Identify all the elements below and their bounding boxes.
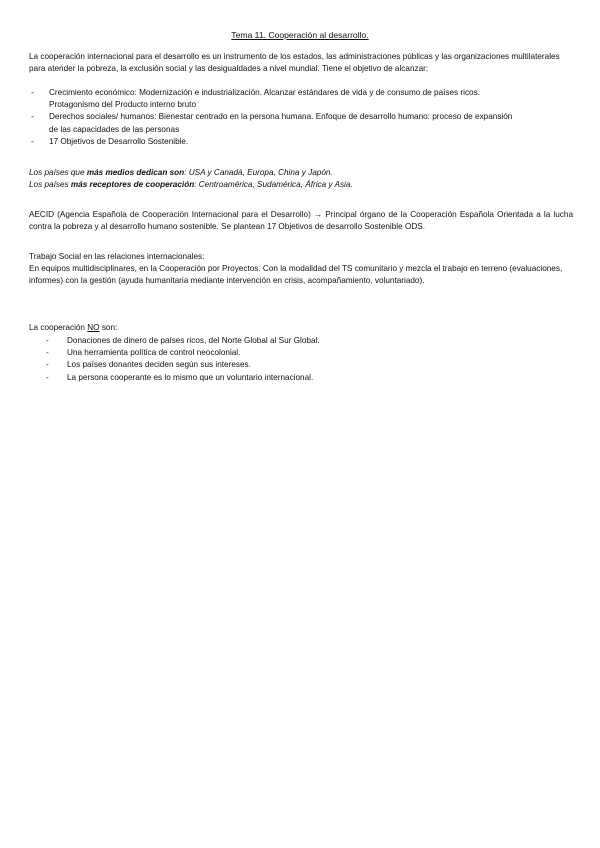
dash-bullet: - (46, 360, 49, 370)
dash-bullet: - (31, 88, 34, 97)
social-work-section (29, 251, 573, 288)
not-cooperation-suffix: son: (99, 323, 118, 332)
aecid-paragraph: AECID (Agencia Española de Cooperación Internacional para el Desarrollo) → Principal órgano de la Cooperación Española Orientada a la lucha contra la pobreza y al desarrollo humano sostenible. Se plantean 17 Objetivos de desarrollo Sostenible ODS. (29, 210, 573, 232)
list-item (29, 136, 573, 148)
not-cooperation-item: Una herramienta política de control neocolonial. (67, 348, 241, 358)
objective-line-1: Crecimiento económico: Modernización e industrialización. Alcanzar estándares de vida y de consumo de países ricos. (49, 88, 480, 97)
countries-line2-suffix: : Centroamérica, Sudamérica, África y Asia. (194, 180, 353, 190)
countries-line1-suffix: : USA y Canadá, Europa, China y Japón. (184, 168, 333, 177)
objectives-list (29, 87, 573, 148)
objective-line-1: 17 Objetivos de Desarrollo Sostenible. (49, 136, 189, 146)
list-item (29, 87, 573, 111)
objective-line-2: Protagonismo del Producto interno bruto (49, 100, 197, 110)
countries-paragraph (29, 167, 573, 191)
intro-paragraph: La cooperación internacional para el desarrollo es un instrumento de los estados, las administraciones públicas y las organizaciones multilaterales para atender la pobreza, la exclusión social y las desigualdades a nivel mundial. Tiene el objetivo de alcanzar: (29, 52, 560, 74)
social-work-text: En equipos multidisciplinares, en la Cooperación por Proyectos. Con la modalidad del TS comunitario y mezcla el trabajo en terreno (evaluaciones, informes) con la gestión (ayuda humanitaria mediante intervención en crisis, acompañamiento, voluntariado). (29, 264, 563, 286)
list-item (29, 335, 573, 347)
not-cooperation-item: Donaciones de dinero de países ricos, del Norte Global al Sur Global. (67, 336, 320, 345)
objective-line-1: Derechos sociales/ humanos: Bienestar centrado en la persona humana. Enfoque de desarrollo humano: proceso de expansión (49, 112, 513, 122)
social-work-heading: Trabajo Social en las relaciones internacionales: (29, 252, 205, 261)
objective-line-2: de las capacidades de las personas (49, 124, 180, 134)
not-cooperation-item: Los países donantes deciden según sus intereses. (67, 360, 251, 370)
not-cooperation-heading (29, 322, 573, 334)
countries-line2-bold: más receptores de cooperación (70, 180, 195, 190)
not-cooperation-prefix: La cooperación (29, 323, 88, 332)
not-cooperation-item: La persona cooperante es lo mismo que un voluntario internacional. (67, 372, 314, 382)
not-cooperation-list (29, 335, 573, 384)
list-item (29, 111, 573, 135)
countries-line1-bold: más medios dedican son (86, 168, 185, 177)
list-item (29, 359, 573, 371)
countries-line2-prefix: Los países (29, 180, 71, 190)
not-cooperation-no: NO (87, 323, 100, 332)
dash-bullet: - (31, 136, 34, 146)
dash-bullet: - (46, 372, 49, 382)
dash-bullet: - (31, 112, 34, 122)
list-item (29, 347, 573, 359)
dash-bullet: - (46, 348, 49, 358)
list-item (29, 372, 573, 384)
countries-line1-prefix: Los países que (29, 168, 87, 177)
dash-bullet: - (46, 336, 49, 345)
page-title: Tema 11. Cooperación al desarrollo. (231, 30, 369, 40)
